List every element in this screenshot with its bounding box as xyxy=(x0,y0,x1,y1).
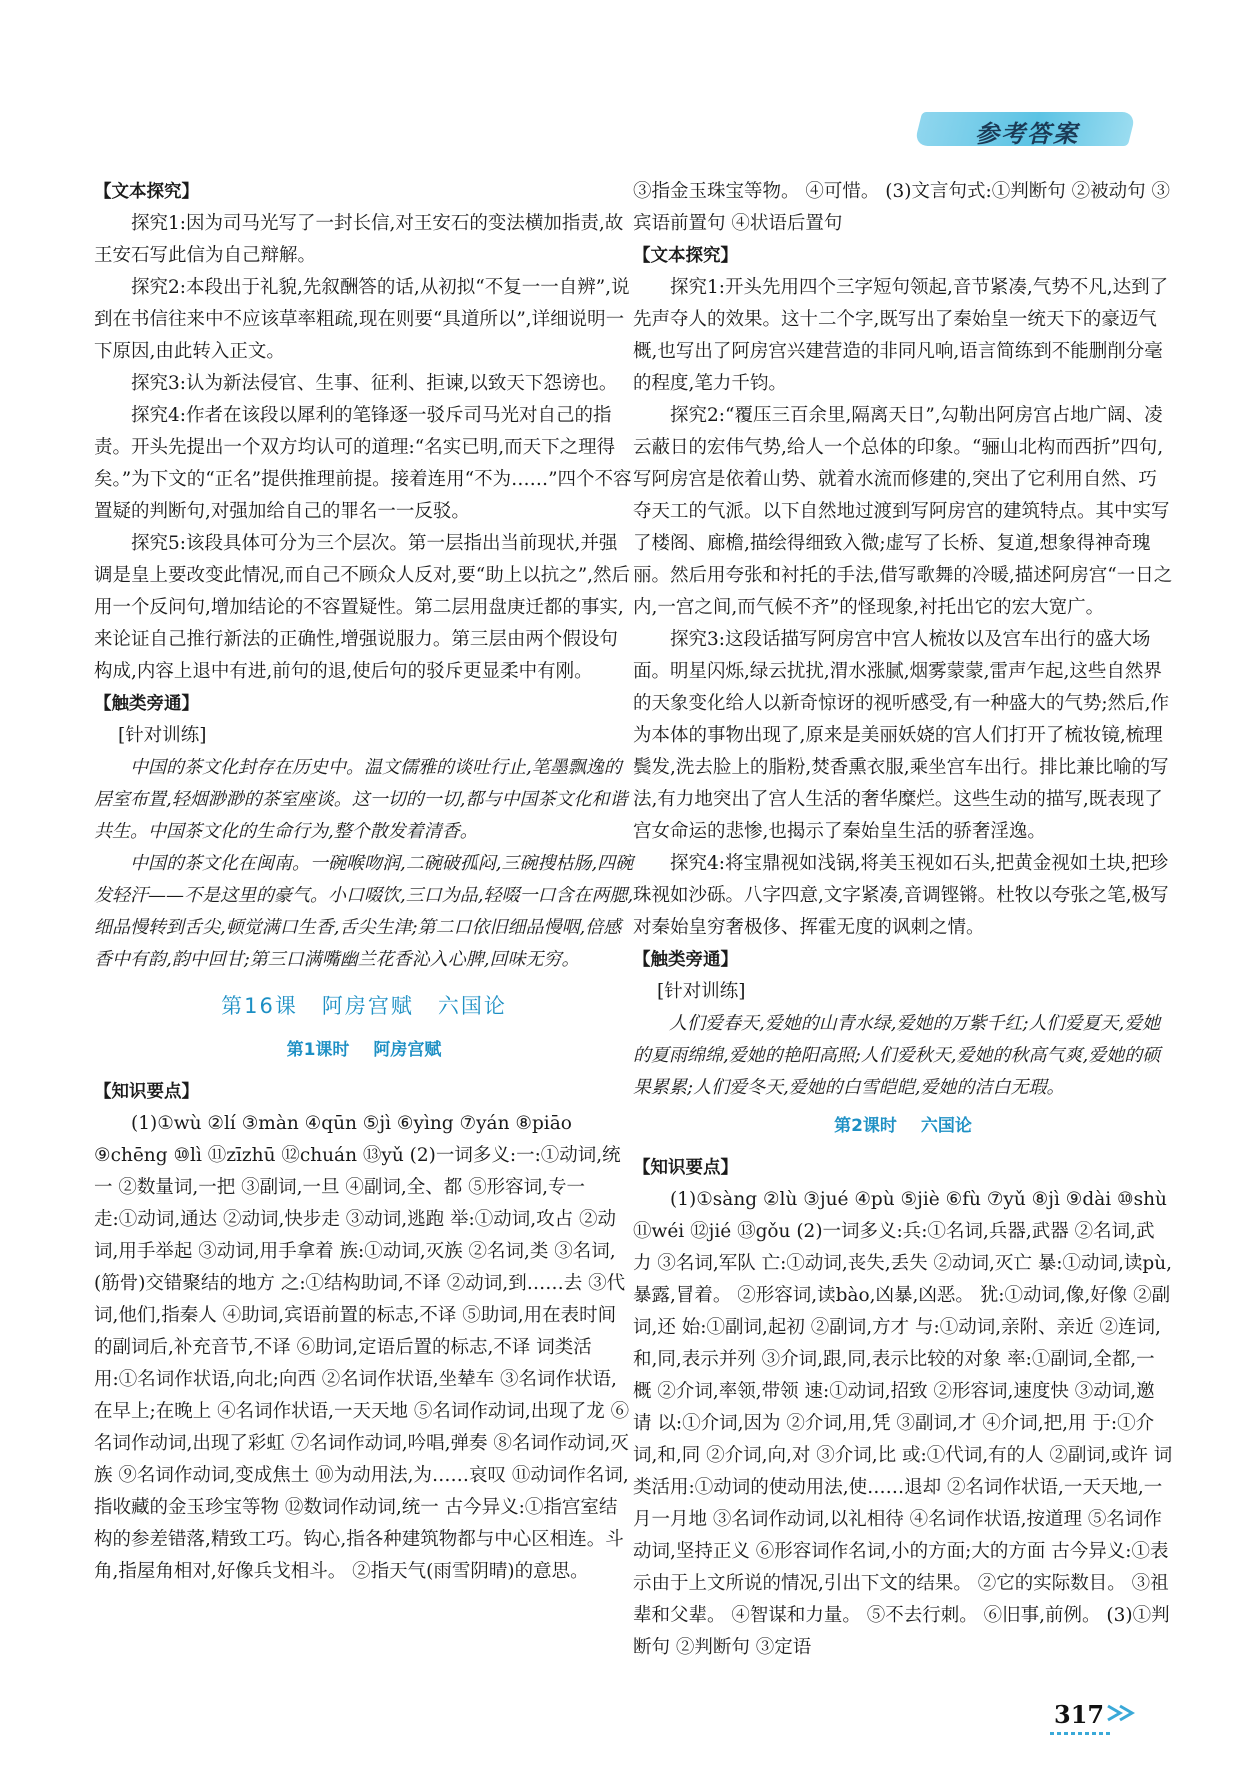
header-banner-label: 参考答案 xyxy=(975,120,1079,148)
page-number-underline xyxy=(1050,1732,1112,1735)
section-heading-text-explore: 【文本探究】 xyxy=(94,182,199,202)
period-number: 第2课时 xyxy=(834,1116,897,1136)
explore-paragraph: 探究2:“覆压三百余里,隔离天日”,勾勒出阿房宫占地广阔、凌云蔽日的宏伟气势,给人一个总体的印象。“骊山北构而西折”四句,写阿房宫是依着山势、就着水流而修建的,突出了它利用自然、巧夺天工的气派。以下自然地过渡到写阿房宫的建筑特点。其中实写了楼阁、廊檐,描绘得细致入微;虚写了长桥、复道,想象得神奇瑰丽。然后用夸张和衬托的手法,借写歌舞的冷暖,描述阿房宫“一日之内,一宫之间,而气候不齐”的怪现象,衬托出它的宏大宽广。 xyxy=(633,405,1173,618)
period-name: 阿房宫赋 xyxy=(373,1040,442,1060)
lesson-title xyxy=(94,990,634,1022)
period-name: 六国论 xyxy=(920,1116,972,1136)
training-label: [针对训练] xyxy=(118,725,207,746)
double-chevron-icon xyxy=(1104,1698,1142,1728)
training-label: [针对训练] xyxy=(657,981,746,1002)
lesson-number: 第16课 xyxy=(221,994,298,1018)
section-heading-touch: 【触类旁通】 xyxy=(633,950,738,970)
period-title xyxy=(633,1110,1173,1142)
explore-paragraph: 探究3:这段话描写阿房宫中宫人梳妆以及宫车出行的盛大场面。明星闪烁,绿云扰扰,渭水涨腻,烟雾蒙蒙,雷声乍起,这些自然界的天象变化给人以新奇惊讶的视听感受,有一种盛大的气势;然后,作为本体的事物出现了,原来是美丽妖娆的宫人们打开了梳妆镜,梳理鬓发,洗去脸上的脂粉,焚香熏衣服,乘坐宫车出行。排比兼比喻的写法,有力地突出了宫人生活的奢华糜烂。这些生动的描写,既表现了宫女命运的悲惨,也揭示了秦始皇生活的骄奢淫逸。 xyxy=(633,629,1169,842)
knowledge-paragraph: (1)①sàng ②lù ③jué ④pù ⑤jiè ⑥fù ⑦yǔ ⑧jì ⑨dài ⑩shù ⑪wéi ⑫jié ⑬gǒu (2)一词多义:兵:①名词,兵器,武器 ②名词,武力 ③名词,军队 亡:①动词,丧失,丢失 ②动词,灭亡 暴:①动词,读pù,暴露,冒着。 ②形容词,读bào,凶暴,凶恶。 犹:①动词,像,好像 ②副词,还 始:①副词,起初 ②副词,方才 与:①动词,亲附、亲近 ②连词,和,同,表示并列 ③介词,跟,同,表示比较的对象 率:①副词,全都,一概 ②介词,率领,带领 速:①动词,招致 ②形容词,速度快 ③动词,邀请 以:①介词,因为 ②介词,用,凭 ③副词,才 ④介词,把,用 于:①介词,和,同 ②介词,向,对 ③介词,比 或:①代词,有的人 ②副词,或许 词类活用:①动词的使动用法,使……退却 ②名词作状语,一天天地,一月一月地 ③名词作动词,以礼相待 ④名词作状语,按道理 ⑤名词作动词,坚持正义 ⑥形容词作名词,小的方面;大的方面 古今异义:①表示由于上文所说的情况,引出下文的结果。 ②它的实际数目。 ③祖辈和父辈。 ④智谋和力量。 ⑤不去行刺。 ⑥旧事,前例。 (3)①判断句 ②判断句 ③定语 xyxy=(633,1189,1173,1658)
left-column xyxy=(94,176,634,1588)
lesson-title-2: 六国论 xyxy=(437,994,507,1018)
explore-paragraph: 探究4:作者在该段以犀利的笔锋逐一驳斥司马光对自己的指责。开头先提出一个双方均认可的道理:“名实已明,而天下之理得矣。”为下文的“正名”提供推理前提。接着连用“不为……”四个不容置疑的判断句,对强加给自己的罪名一一反驳。 xyxy=(94,405,632,522)
page-number: 317 xyxy=(1054,1700,1105,1729)
right-column xyxy=(633,176,1173,1664)
handwritten-answer: 中国的茶文化在闽南。一碗喉吻润,二碗破孤闷,三碗搜枯肠,四碗发轻汗——不是这里的豪气。小口啜饮,三口为品,轻啜一口含在两腮,细品慢转到舌尖,顿觉满口生香,舌尖生津;第二口依旧细品慢咽,倍感香中有韵,韵中回甘;第三口满嘴幽兰花香沁入心脾,回味无穷。 xyxy=(94,853,634,970)
explore-paragraph: 探究2:本段出于礼貌,先叙酬答的话,从初拟“不复一一自辨”,说到在书信往来中不应该草率粗疏,现在则要“具道所以”,详细说明一下原因,由此转入正文。 xyxy=(94,277,630,362)
knowledge-paragraph: (1)①wù ②lí ③màn ④qūn ⑤jì ⑥yìng ⑦yán ⑧piāo ⑨chēng ⑩lì ⑪zīzhū ⑫chuán ⑬yǔ (2)一词多义:一:①动词,统一 ②数量词,一把 ③副词,一旦 ④副词,全、都 ⑤形容词,专一 走:①动词,通达 ②动词,快步走 ③动词,逃跑 举:①动词,攻占 ②动词,用手举起 ③动词,用手拿着 族:①动词,灭族 ②名词,类 ③名词,(筋骨)交错聚结的地方 之:①结构助词,不译 ②动词,到……去 ③代词,他们,指秦人 ④助词,宾语前置的标志,不译 ⑤助词,用在表时间的副词后,补充音节,不译 ⑥助词,定语后置的标志,不译 词类活用:①名词作状语,向北;向西 ②名词作状语,坐辇车 ③名词作状语,在早上;在晚上 ④名词作状语,一天天地 ⑤名词作动词,出现了龙 ⑥名词作动词,出现了彩虹 ⑦名词作动词,吟唱,弹奏 ⑧名词作动词,灭族 ⑨名词作动词,变成焦土 ⑩为动用法,为……哀叹 ⑪动词作名词,指收藏的金玉珍宝等物 ⑫数词作动词,统一 古今异义:①指宫室结构的参差错落,精致工巧。钩心,指各种建筑物都与中心区相连。斗角,指屋角相对,好像兵戈相斗。 ②指天气(雨雪阴晴)的意思。 xyxy=(94,1113,630,1582)
section-heading-knowledge: 【知识要点】 xyxy=(94,1082,199,1102)
continued-paragraph: ③指金玉珠宝等物。 ④可惜。 (3)文言句式:①判断句 ②被动句 ③宾语前置句 ④状语后置句 xyxy=(633,181,1170,234)
period-title xyxy=(94,1034,634,1066)
handwritten-answer: 人们爱春天,爱她的山青水绿,爱她的万紫千红;人们爱夏天,爱她的夏雨绵绵,爱她的艳阳高照;人们爱秋天,爱她的秋高气爽,爱她的硕果累累;人们爱冬天,爱她的白雪皑皑,爱她的洁白无瑕。 xyxy=(633,1013,1161,1098)
lesson-title-1: 阿房宫赋 xyxy=(321,994,414,1018)
explore-paragraph: 探究1:开头先用四个三字短句领起,音节紧凑,气势不凡,达到了先声夺人的效果。这十二个字,既写出了秦始皇一统天下的豪迈气概,也写出了阿房宫兴建营造的非同凡响,语言简练到不能删削分毫的程度,笔力千钧。 xyxy=(633,277,1169,394)
explore-paragraph: 探究5:该段具体可分为三个层次。第一层指出当前现状,并强调是皇上要改变此情况,而自己不顾众人反对,要“助上以抗之”,然后用一个反问句,增加结论的不容置疑性。第二层用盘庚迁都的事实,来论证自己推行新法的正确性,增强说服力。第三层由两个假设句构成,内容上退中有进,前句的退,使后句的驳斥更显柔中有刚。 xyxy=(94,533,631,682)
explore-paragraph: 探究1:因为司马光写了一封长信,对王安石的变法横加指责,故王安石写此信为自己辩解。 xyxy=(94,213,624,266)
handwritten-answer: 中国的茶文化封存在历史中。温文儒雅的谈吐行止,笔墨飘逸的居室布置,轻烟渺渺的茶室座谈。这一切的一切,都与中国茶文化和谐共生。中国茶文化的生命行为,整个散发着清香。 xyxy=(94,757,628,842)
period-number: 第1课时 xyxy=(286,1040,350,1060)
section-heading-touch: 【触类旁通】 xyxy=(94,694,199,714)
section-heading-text-explore: 【文本探究】 xyxy=(633,246,738,266)
explore-paragraph: 探究3:认为新法侵官、生事、征利、拒谏,以致天下怨谤也。 xyxy=(131,373,618,394)
section-heading-knowledge: 【知识要点】 xyxy=(633,1158,738,1178)
explore-paragraph: 探究4:将宝鼎视如浅锅,将美玉视如石头,把黄金视如土块,把珍珠视如沙砾。八字四意,文字紧凑,音调铿锵。杜牧以夸张之笔,极写对秦始皇穷奢极侈、挥霍无度的讽刺之情。 xyxy=(633,853,1169,938)
